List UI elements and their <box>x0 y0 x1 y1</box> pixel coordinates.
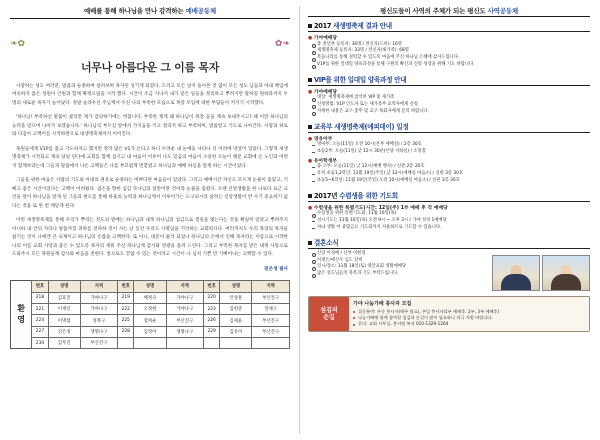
section-title <box>308 74 590 86</box>
section-title-accent: 결혼소식 <box>314 238 339 247</box>
article-paragraph: '하나님! 부족하신 말씀이 꿇리만 제가 감당하기에는 벅찹니다. 부족한 제게 왜 하나님이 목장 들을 계속 보내주시고? 왜 이만 하나님의 능력을 믿으며 나아가 보겠습니다.' 하나님의 부르심 앞에서 가지음을 키고 결의지 하고 부족하며, 말씀알고 기도로 나아간다. 사랑과 위로와 다짐아 고백이를 시작하면으로 내생명축제까지 이어진다. <box>12 115 288 138</box>
list-item: 많은 성도님들의 축복과 기도 부탁드립니다. <box>312 271 502 277</box>
col-area-2: 지역 <box>166 281 204 292</box>
section-title-plain: 2017 <box>314 22 334 30</box>
list-item: 나눔가배에 함께 참여할 섬김과 손길이 많이 필요하니 적극 지원 바랍니다. <box>353 315 585 321</box>
left-header-rule <box>10 18 290 19</box>
section-title-accent: 수렴생을 위한 기도회 <box>339 191 398 200</box>
list-item: 성시기도는 11월 16일(목) 오전 9시 ~ 오후 3시 / 가야 성경 1예배당 <box>312 218 590 224</box>
cell: 224 <box>32 315 48 326</box>
cell: 229 <box>204 326 220 337</box>
section-title <box>308 237 590 249</box>
bullet-square-icon <box>308 125 312 129</box>
cell: 223 <box>204 303 220 314</box>
cell: 김무진 <box>48 338 80 349</box>
right-header-pre: 평신도들이 사역의 주체가 되는 평신도 <box>380 7 488 15</box>
cell: 부산진구 <box>252 315 290 326</box>
list-item: 신랑 이경애 / 신부 이현경 <box>312 251 502 257</box>
right-header <box>308 6 590 15</box>
cell: 가야나구 <box>80 303 118 314</box>
group-items <box>308 42 590 69</box>
list-item: 이재은/애산우 임도 단비 <box>312 258 502 264</box>
list-item: 집중분야: 주중 봉사자(매주 월요), 주일 봉사자(1부 예배후: 2부, 3부 예배후) <box>353 309 585 315</box>
article-signature <box>12 266 288 274</box>
table-row <box>32 292 290 303</box>
cell: 가야나구 <box>80 292 118 303</box>
cell: 219 <box>118 292 134 303</box>
list-item: 자세한 내용은 교구 총무 및 교구 목회자에게 문의 바랍니다. <box>312 109 590 115</box>
cell: 김정아 <box>134 326 166 337</box>
list-item: 초등2부: 오늘(11일) 낮 12시 30분(본당 지하실) / 소망홀 <box>312 149 590 155</box>
section-title-plain: 2017년 <box>314 191 340 200</box>
right-column <box>300 0 600 440</box>
bullet-square-icon <box>308 241 312 245</box>
cell <box>204 338 220 349</box>
volunteer-band <box>308 296 590 331</box>
cell: 227 <box>32 326 48 337</box>
col-area-1: 지역 <box>80 281 118 292</box>
ornament-row <box>10 39 290 49</box>
cell: 장희순 <box>134 315 166 326</box>
section-title <box>308 190 590 202</box>
cell: 부산진구 <box>252 292 290 303</box>
welcome-label: 환 영 <box>10 280 31 349</box>
volunteer-items <box>353 309 585 328</box>
group-items <box>308 142 590 155</box>
section-title-accent: 새생명축제 결과 안내 <box>333 22 392 30</box>
list-item: 자녀·생활 어 중합금요 기도회까지 자율하므로 기도할 수 있습니다. <box>312 225 590 231</box>
section-exam-prayer <box>308 190 590 232</box>
col-name-1: 성명 <box>48 281 80 292</box>
list-item: V1P를 위한 일대일 양육과정을 통해 구원의 확신과 신앙 성장을 위해 기도 바랍니다. <box>312 62 590 68</box>
cell <box>252 338 290 349</box>
article-paragraph: 사랑하는 성도 여러분, 말씀과 순종하여 살펴보며 목자된 성기게 되었다. 드리고 모든 일이 돌아본 것 없이 모든 성도 님들과 아내 책임에 여유하지 않은 성원이 인원과 함께 확정오림을 시작 했다. 시간이 조금 지나서 내가 맡은 일들을 정리하고 뿌려지면 말하길 원하라까지 두 명의 새로운 목자가 늘어났다. 정말 놀라우신 주님께서 수신 나의 부족한 모습으로 목장 모임에 대한 부담들이 커지기 시작했다. <box>12 84 288 106</box>
col-no-1: 번호 <box>32 281 48 292</box>
article-body <box>12 83 288 274</box>
section-title-accent: VIP를 위한 일대일 양육과정 안내 <box>314 75 407 84</box>
list-item: 일시/장소: 11월 18일(토) 영안교회 생활예배당 <box>312 264 502 270</box>
welcome-section <box>10 280 290 349</box>
volunteer-body <box>349 297 589 330</box>
leaf-right-icon: ✿❧ <box>274 39 290 49</box>
list-item: 복음나리를 통해 경력할 수 있도록 마음에 주신 하나님 은혜에 감사드립니다. <box>312 55 590 61</box>
list-item: 초등5~6학년: 11월 19일(주일) 오전 10시(예배실 마음소) / 신관 3층 30호 <box>312 178 590 184</box>
article-paragraph: 목원들에게 V1P를 품고 기도하자고 했지만 정작 많은 V1가 온다고 하니 두려운 내 눈에들 나타나 더 어려에 막상이 있었다. 그렇게 새생명축제가 시작되고 계속 당일 된다에 교회를 함께 섬기고 내 마음이 이루어 나도 믿음의 마음이 소중한 오늘이 때문 교회에 온 노인과 어떤지 함께보았는데 그들과 말씀에서 나온 고백들은 나를 부끄럽게 면할였고 하나님과 예배 하심을 알게 하는 시간이었다. <box>12 146 288 169</box>
list-item: 중·고부: 오늘(11일) 낮 12시(예배 행사) / 신관 2층 20호 <box>312 164 590 170</box>
section-festival-result <box>308 20 590 69</box>
cell: 연제구 <box>252 303 290 314</box>
group-label: ● 유아학생부 <box>308 158 338 164</box>
cell <box>220 338 252 349</box>
bullet-square-icon <box>308 194 312 198</box>
list-item: 새생명축제 등록자: 33명 / 결신자(새가족): 68명 <box>312 48 590 54</box>
cell: 김세윤 <box>220 315 252 326</box>
groom-photo <box>492 255 540 291</box>
list-item: 영아부: 오늘(11일) 오전 10시(본부 예배실) / 2층 30호 <box>312 142 590 148</box>
right-header-rule <box>308 16 590 17</box>
section-title <box>308 121 590 133</box>
cell: 배정숙 <box>134 292 166 303</box>
table-row <box>32 315 290 326</box>
bullet-square-icon <box>308 78 312 82</box>
service-seal: 섬김의 손길 <box>309 297 349 330</box>
col-name-2: 성명 <box>134 281 166 292</box>
article-paragraph: 이번 새생명축제를 통해 우리가 뿌리는 전도의 열매는 하나님과 내게 하나님의 섬김으로 결실을 맺는다는 것을 확실히 알았고 뿌려주지 아니하 내 안의 자라나 말씀까짐 퍼하를 전파하 것이 사는 날 동안 우리도 사명임을 기억하는 교회라디다. 여러까지도 우리 목장의 목자들 삶기는 것이 나예겐 큰 숙제이고 하나님의 손잡을 고백한다. 또 아니, 대문이 물러 되었나 하나님의 손에서 인해 목자라는 이름으로 시작한 나의 이름 교회 사랑과 좋은 수 있도록 목자의 세워 주신 하나님께 감사와 영광을 올려 드린다. 그리고 부족한 목자를 맡은 내게 사랑으로 도와주시 모든 목원들께 감사와 마음을 전한다. 앞으로도 끝없 수 있는 것이라고 시간이 나 넘쳐 기쁜 만 기뻐어나는 고백할 수 있다. <box>12 218 288 258</box>
col-no-3: 번호 <box>204 281 220 292</box>
cell: 김유미 <box>220 326 252 337</box>
table-row <box>32 326 290 337</box>
welcome-table <box>31 280 290 349</box>
cell: 230 <box>32 338 48 349</box>
bride-photo <box>542 255 590 291</box>
table-header-row <box>32 281 290 292</box>
list-item: 총 전년부 등록자: 36명 / 결신자(드아): 16명 <box>312 42 590 48</box>
cell: 이명섭 <box>48 315 80 326</box>
cell: 218 <box>32 292 48 303</box>
bullet-square-icon <box>308 24 312 28</box>
list-item: 문의: 교회 사무실, 봉사팀 복지 010-1329-1264 <box>353 321 585 327</box>
cell: 진은경 <box>48 326 80 337</box>
cell: 226 <box>204 315 220 326</box>
cell: 김현준 <box>220 303 252 314</box>
list-item: 신청방법: V1P 인도자 또는 새가족부 교역자에게 신청 <box>312 102 590 108</box>
cell: 222 <box>118 303 134 314</box>
section-title <box>308 20 590 32</box>
cell: 가야나구 <box>166 303 204 314</box>
volunteer-title: 가야 나눔가배 봉사자 모집 <box>353 301 412 308</box>
left-header <box>10 6 290 17</box>
table-row <box>32 303 290 314</box>
cell: 생명나구 <box>80 326 118 337</box>
cell: 생명나구 <box>166 326 204 337</box>
cell <box>134 338 166 349</box>
group-label: ● 가야예배당 <box>308 36 338 41</box>
cell <box>118 338 134 349</box>
group-label: ● 영유아부 <box>308 136 333 142</box>
cell: 부산진구 <box>80 338 118 349</box>
cell: 이재일 <box>48 303 80 314</box>
group-items <box>308 164 590 184</box>
list-item: 대상: 새생명축제에 참석한 VIP 및 새가족 <box>312 95 590 101</box>
right-header-accent: 사역공동체 <box>487 7 518 15</box>
list-item: 유치·초등1,2학년: 11월 19일(주일) 낮 12시(예배실 마음소) / 신관 3층 30호 <box>312 171 590 177</box>
leaf-left-icon: ❧✿ <box>10 39 26 49</box>
article-title: 너무나 아름다운 그 이름 목자 <box>80 61 220 74</box>
table-row <box>32 338 290 349</box>
group-label: ● 가야예배당 <box>308 89 338 95</box>
section-title-accent: 교육부 새생명축제(애피데이) 일정 <box>314 122 409 131</box>
cell: 221 <box>32 303 48 314</box>
left-header-accent: 예배공동체 <box>185 7 216 15</box>
cell: 부산진구 <box>252 326 290 337</box>
cell: 228 <box>118 326 134 337</box>
section-education-schedule <box>308 121 590 185</box>
cell: 225 <box>118 315 134 326</box>
cell: 성북구 <box>80 315 118 326</box>
section-wedding <box>308 237 590 292</box>
cell <box>166 338 204 349</box>
cell: 가야나구 <box>166 292 204 303</box>
group-label: ● 수험생을 위한 특별기도(시간: 12일(주) 1부 예배 후 각 예배당 <box>308 205 448 211</box>
group-items <box>308 95 590 115</box>
cell: 오정현 <box>134 303 166 314</box>
group-items <box>308 251 502 278</box>
col-name-3: 성명 <box>220 281 252 292</box>
group-items <box>308 211 590 231</box>
cell: 안상훈 <box>220 292 252 303</box>
cell: 220 <box>204 292 220 303</box>
left-header-pre: 예배를 통해 하나님을 만나 감격하는 <box>84 7 186 15</box>
article-paragraph: 그들을 위한 마음은 사람의 기도와 아내의 권유로 순종하는 여쁘다란 마음들이 있었다. 그리고 예배시간 자신도 모르게 눈물이 흘렀고, 기뻐고 좋은 시간이었다는 고백이 어려웠다. 겸손을 향한 섬김 뜻나님의 일만이란 것이라 눈물을 흘렸다. 오랜 신앙생활을 한 나보다 표근 교인들 앞이 하나님을 알게 된 그들과 변도를 통해 바울의 능력과 하나님께서 이루어가는 도구되시라 살려는 신앙생활이 반 수기 중요하기 없다는 것을 또 한 번 깨닫게 된다. <box>12 178 288 209</box>
col-area-3: 지역 <box>252 281 290 292</box>
col-no-2: 번호 <box>118 281 134 292</box>
section-vip-nurture <box>308 74 590 116</box>
cell: 김효진 <box>48 292 80 303</box>
list-item: 수험생을 위한 특별기도회: 11월 16일(목) <box>312 211 590 217</box>
article-signature-name: 믿은생 필사 <box>264 266 288 272</box>
cell: 부산진구 <box>166 315 204 326</box>
